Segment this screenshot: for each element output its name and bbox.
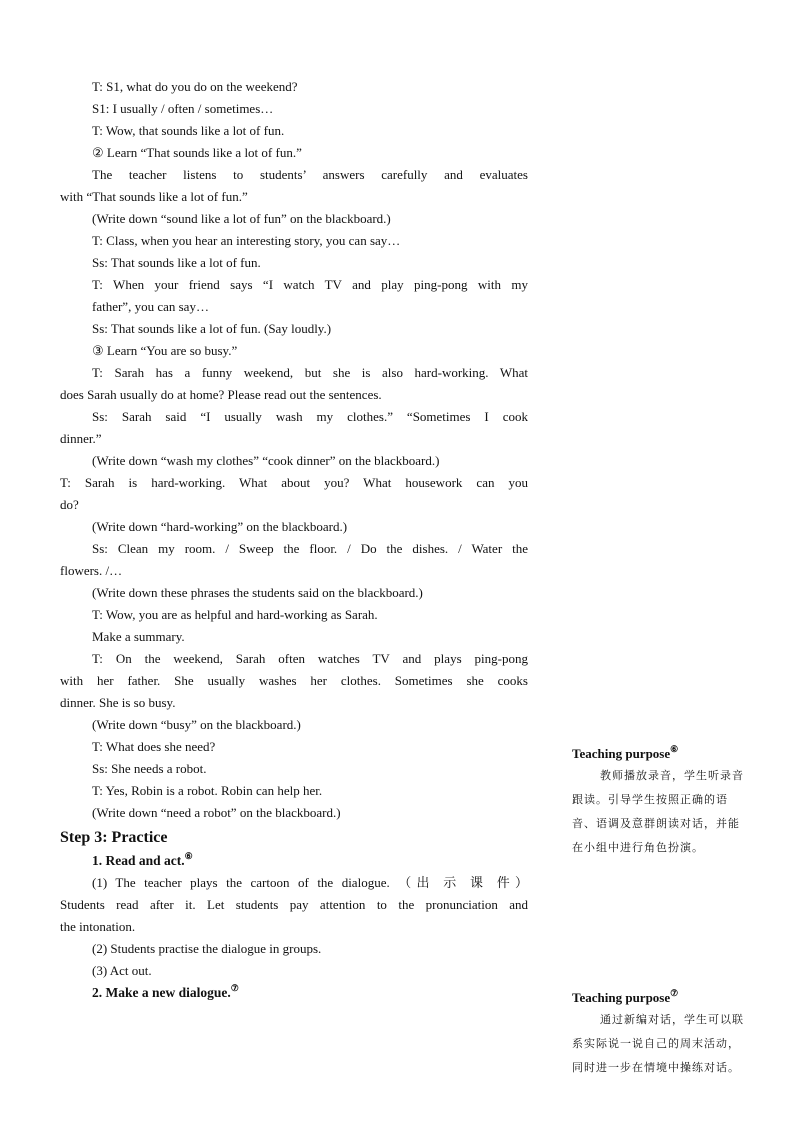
text-line: T: Sarah is hard-working. What about you? What housework can you	[60, 475, 528, 490]
text-line: dinner. She is so busy.	[60, 695, 176, 710]
footnote-marker: ⑦	[670, 988, 679, 998]
text-line: does Sarah usually do at home? Please read out the sentences.	[60, 387, 382, 402]
note-body: 通过新编对话，学生可以联系实际说一说自己的周末活动，同时进一步在情境中操练对话。	[572, 1013, 744, 1074]
text-line: T: Wow, that sounds like a lot of fun.	[92, 123, 285, 138]
text-line: ③ Learn “You are so busy.”	[92, 343, 238, 358]
lesson-plan-body	[60, 76, 528, 1004]
text-line: (2) Students practise the dialogue in groups.	[92, 941, 322, 956]
new-dialogue-title	[60, 982, 528, 1004]
text-line: with her father. She usually washes her clothes. Sometimes she cooks	[60, 673, 528, 688]
text-line: (3) Act out.	[92, 963, 152, 978]
text-line: T: What does she need?	[92, 739, 216, 754]
text-line: (Write down “need a robot” on the blackboard.)	[92, 805, 341, 820]
text-line: Ss: That sounds like a lot of fun. (Say loudly.)	[92, 321, 332, 336]
text-line: ② Learn “That sounds like a lot of fun.”	[92, 145, 302, 160]
text-line: Students read after it. Let students pay attention to the pronunciation and	[60, 897, 528, 912]
text-line: (Write down “sound like a lot of fun” on the blackboard.)	[92, 211, 391, 226]
text-line: (1) The teacher plays the cartoon of the dialogue. （出 示 课 件）	[92, 875, 528, 890]
text-line: Make a summary.	[92, 629, 185, 644]
text-line: T: Class, when you hear an interesting story, you can say…	[92, 233, 401, 248]
read-act-title	[60, 850, 528, 872]
text-line: T: Wow, you are as helpful and hard-working as Sarah.	[92, 607, 378, 622]
teaching-purpose-note-1	[572, 744, 746, 860]
text-line: T: On the weekend, Sarah often watches TV and plays ping-pong	[92, 651, 528, 666]
read-act-title-text: 1. Read and act.	[92, 853, 185, 868]
text-line: T: S1, what do you do on the weekend?	[92, 79, 298, 94]
new-dialogue-title-text: 2. Make a new dialogue.	[92, 985, 231, 1000]
text-line: T: When your friend says “I watch TV and play ping-pong with my	[92, 277, 528, 292]
text-line: Ss: Sarah said “I usually wash my clothes.” “Sometimes I cook	[92, 409, 528, 424]
text-line: (Write down “wash my clothes” “cook dinner” on the blackboard.)	[92, 453, 440, 468]
note-title	[572, 988, 746, 1008]
dialogue-lines	[60, 76, 528, 824]
text-line: dinner.”	[60, 431, 102, 446]
note-title-text: Teaching purpose	[572, 746, 671, 761]
text-line: with “That sounds like a lot of fun.”	[60, 189, 248, 204]
text-line: Ss: That sounds like a lot of fun.	[92, 255, 261, 270]
teaching-purpose-note-2	[572, 988, 746, 1080]
text-line: S1: I usually / often / sometimes…	[92, 101, 274, 116]
text-line: flowers. /…	[60, 563, 123, 578]
text-line: Ss: Clean my room. / Sweep the floor. / Do the dishes. / Water the	[92, 541, 528, 556]
footnote-marker: ⑥	[184, 851, 193, 861]
text-line: T: Yes, Robin is a robot. Robin can help her.	[92, 783, 323, 798]
text-line: Ss: She needs a robot.	[92, 761, 207, 776]
text-line: (Write down “busy” on the blackboard.)	[92, 717, 301, 732]
text-line: father”, you can say…	[92, 299, 209, 314]
note-body: 教师播放录音，学生听录音跟读。引导学生按照正确的语音、语调及意群朗读对话，并能在小组中进行角色扮演。	[572, 769, 744, 854]
footnote-marker: ⑥	[670, 744, 679, 754]
text-line: (Write down these phrases the students said on the blackboard.)	[92, 585, 423, 600]
note-title	[572, 744, 746, 764]
practice-lines	[60, 872, 528, 982]
note-title-text: Teaching purpose	[572, 990, 671, 1005]
text-line: The teacher listens to students’ answers carefully and evaluates	[92, 167, 528, 182]
text-line: the intonation.	[60, 919, 136, 934]
footnote-marker: ⑦	[230, 983, 239, 993]
step3-heading: Step 3: Practice	[60, 829, 168, 846]
text-line: do?	[60, 497, 79, 512]
text-line: (Write down “hard-working” on the blackboard.)	[92, 519, 348, 534]
text-line: T: Sarah has a funny weekend, but she is also hard-working. What	[92, 365, 528, 380]
